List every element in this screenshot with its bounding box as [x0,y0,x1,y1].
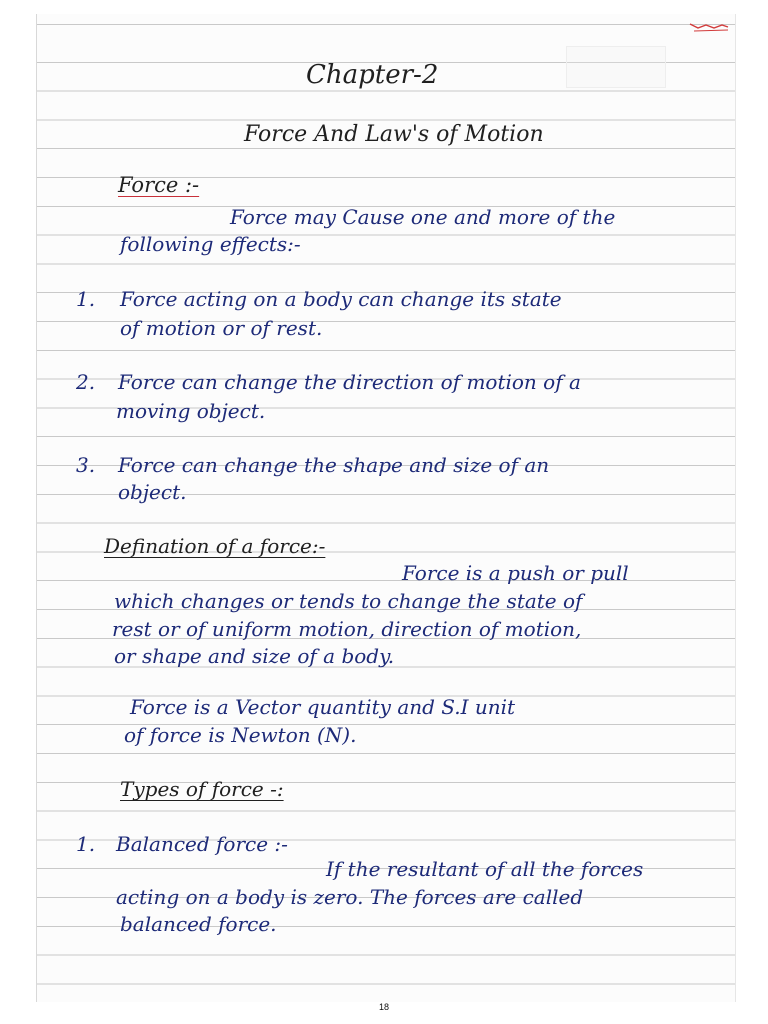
effect-line: of motion or of rest. [120,316,323,340]
type-number: 1. [76,832,96,856]
definition-line: or shape and size of a body. [114,644,395,668]
page-stamp-box [566,46,666,88]
types-heading: Types of force -: [120,777,284,801]
type-line: acting on a body is zero. The forces are called [116,885,584,909]
definition-heading: Defination of a force:- [104,534,326,558]
force-intro-line: Force may Cause one and more of the [230,205,616,229]
red-ink-mark [688,20,732,34]
effect-number: 3. [76,453,96,477]
effect-line: Force can change the direction of motion of a [118,370,581,394]
type-line: balanced force. [120,912,277,936]
effect-number: 2. [76,370,96,394]
type-line: If the resultant of all the forces [326,857,644,881]
effect-line: Force can change the shape and size of an [118,453,550,477]
chapter-heading: Chapter-2 [306,60,439,90]
vector-line: Force is a Vector quantity and S.I unit [130,695,516,719]
effect-number: 1. [76,287,96,311]
type-heading: Balanced force :- [116,832,288,856]
effect-line: Force acting on a body can change its state [120,287,562,311]
vector-line: of force is Newton (N). [124,723,357,747]
force-heading: Force :- [118,173,200,197]
force-intro-line: following effects:- [120,232,301,256]
chapter-title: Force And Law's of Motion [244,122,544,147]
definition-line: which changes or tends to change the state of [114,589,583,613]
effect-line: moving object. [116,399,266,423]
page-number: 18 [378,1002,389,1012]
definition-line: rest or of uniform motion, direction of motion, [112,617,582,641]
effect-line: object. [118,480,187,504]
definition-line: Force is a push or pull [402,561,629,585]
